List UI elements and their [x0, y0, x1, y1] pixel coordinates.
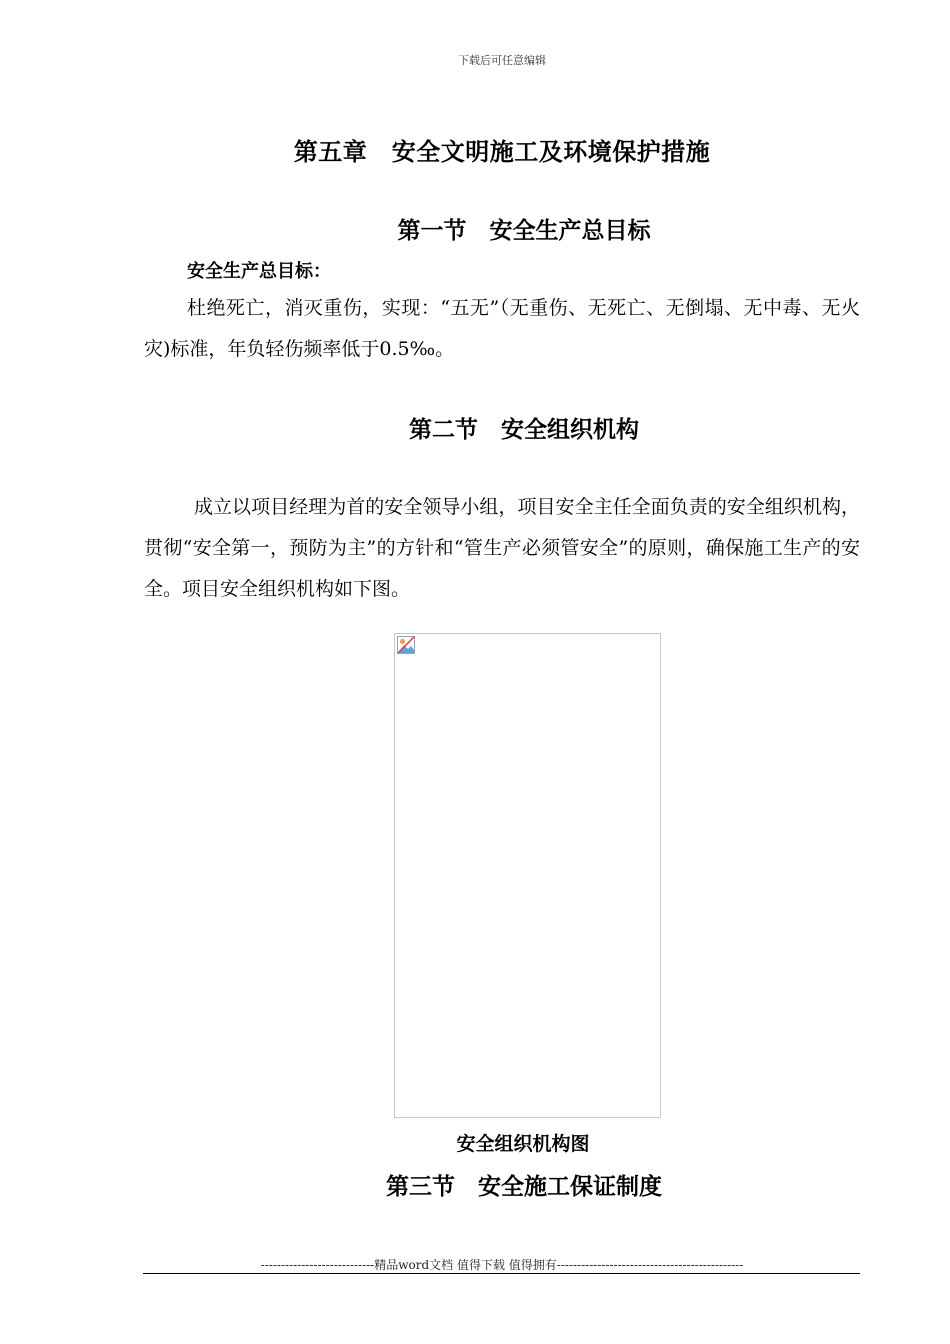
safety-goal-paragraph: 杜绝死亡，消灭重伤，实现：“五无”（无重伤、无死亡、无倒塌、无中毒、无火灾)标准，年负轻伤频率低于0.5‰。 [144, 297, 860, 360]
header-note: 下载后可任意编辑 [458, 54, 546, 67]
section-title-3: 第三节 安全施工保证制度 [386, 1173, 662, 1200]
figure-caption: 安全组织机构图 [456, 1133, 590, 1155]
organization-chart-image [394, 633, 661, 1118]
section-title-2: 第二节 安全组织机构 [409, 416, 639, 443]
footer-rule [143, 1273, 860, 1274]
footer-text: ----------------------------精品word文档 值得下载 值得拥有---------------------------------------------- [260, 1258, 744, 1272]
safety-goal-subheading: 安全生产总目标： [187, 261, 331, 282]
chapter-title: 第五章 安全文明施工及环境保护措施 [293, 137, 711, 166]
safety-organization-paragraph: 成立以项目经理为首的安全领导小组，项目安全主任全面负责的安全组织机构，贯彻“安全第一，预防为主”的方针和“管生产必须管安全”的原则，确保施工生产的安全。项目安全组织机构如下图。 [144, 496, 860, 600]
section-title-1: 第一节 安全生产总目标 [397, 217, 651, 244]
broken-image-icon [397, 636, 415, 654]
